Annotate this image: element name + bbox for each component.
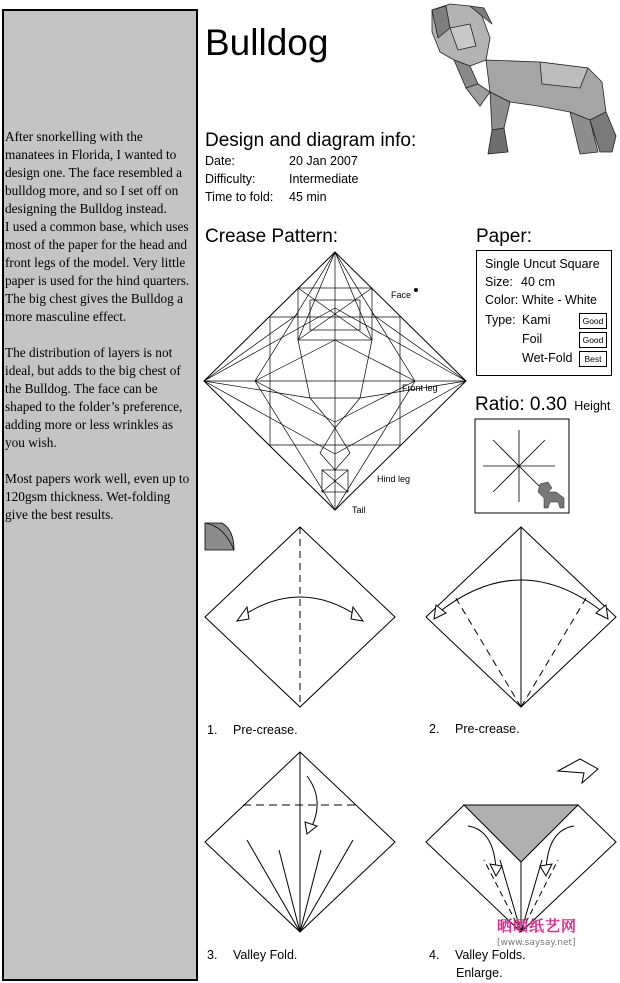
info-label: Time to fold: [205,190,274,204]
info-value: 45 min [289,190,327,204]
sidebar-paragraph-1: After snorkelling with the manatees in Florida, I wanted to design one. The face resembled a bulldog more, and so I set off on designing the Bulldog instead. I used a common base, which uses most of the paper for the head and front legs of the model. Very little paper is used for the hind quarters. The big chest gives the Bulldog a more masculine effect. [5,129,190,324]
watermark-url: [www.saysay.net] [497,938,576,948]
step-instruction: Pre-crease. [233,723,298,737]
step-instruction: Pre-crease. [455,722,520,736]
paper-color-label: Color: [485,293,519,307]
step-3-diagram [203,750,399,936]
ratio-unit: Height [574,399,611,413]
paper-rating-wetfold: Best [579,351,607,367]
ratio-diagram [474,418,570,514]
sidebar-paragraph-3: Most papers work well, even up to 120gsm thickness. Wet-folding give the best results. [5,471,190,522]
ratio-line [475,393,610,418]
paper-info-box [476,250,612,376]
paper-type-wetfold: Wet-Fold [522,351,573,365]
info-label: Difficulty: [205,172,256,186]
crease-label-face: Face [391,290,412,300]
sidebar-description [5,128,195,542]
paper-size-value: 40 cm [521,275,556,289]
paper-rating-kami: Good [579,313,607,329]
step-instruction: Valley Folds. [455,948,526,962]
step-instruction: Valley Fold. [233,948,298,962]
enlarge-arrow-icon [556,755,600,785]
crease-label-tail: Tail [352,505,366,515]
paper-heading: Paper: [476,226,532,247]
step-number: 2. [429,722,440,736]
info-value: Intermediate [289,172,359,186]
info-value: 20 Jan 2007 [289,154,358,168]
step-1-label [207,722,298,738]
info-label: Date: [205,154,235,168]
step-4-label-line-2: Enlarge. [456,966,503,980]
watermark-site-name: 晒晒纸艺网 [497,917,578,935]
design-info-table [205,152,358,206]
paper-type-label: Type: [485,313,516,327]
step-number: 1. [207,723,218,737]
paper-type-foil: Foil [522,332,543,346]
site-watermark [497,915,577,948]
info-row-date [205,152,358,170]
step-2-label [429,721,520,737]
paper-rating-foil: Good [579,332,607,348]
crease-label-hind-leg: Hind leg [377,474,411,484]
paper-type-kami: Kami [522,313,551,327]
crease-label-front-leg: Front leg [402,383,438,393]
paper-color-value: White - White [522,293,598,307]
page-title: Bulldog [205,22,329,63]
sidebar-paragraph-2: The distribution of layers is not ideal, but adds to the big chest of the Bulldog. The face can be shaped to the folder’s preference, adding more or less wrinkles as you wish. [5,345,183,450]
step-number: 3. [207,948,218,962]
bulldog-model-illustration [420,2,618,162]
info-row-difficulty [205,170,358,188]
crease-pattern-heading: Crease Pattern: [205,226,339,247]
info-row-time [205,188,358,206]
design-info-heading: Design and diagram info: [205,130,417,151]
step-number: 4. [429,948,440,962]
step-1-diagram [203,525,399,709]
step-4-label [429,947,526,963]
ratio-value: 0.30 [529,394,567,415]
step-2-diagram [424,525,620,709]
ratio-label: Ratio: [475,394,525,415]
paper-size-label: Size: [485,275,513,289]
step-3-label [207,947,297,963]
paper-type-line: Single Uncut Square [485,257,600,271]
